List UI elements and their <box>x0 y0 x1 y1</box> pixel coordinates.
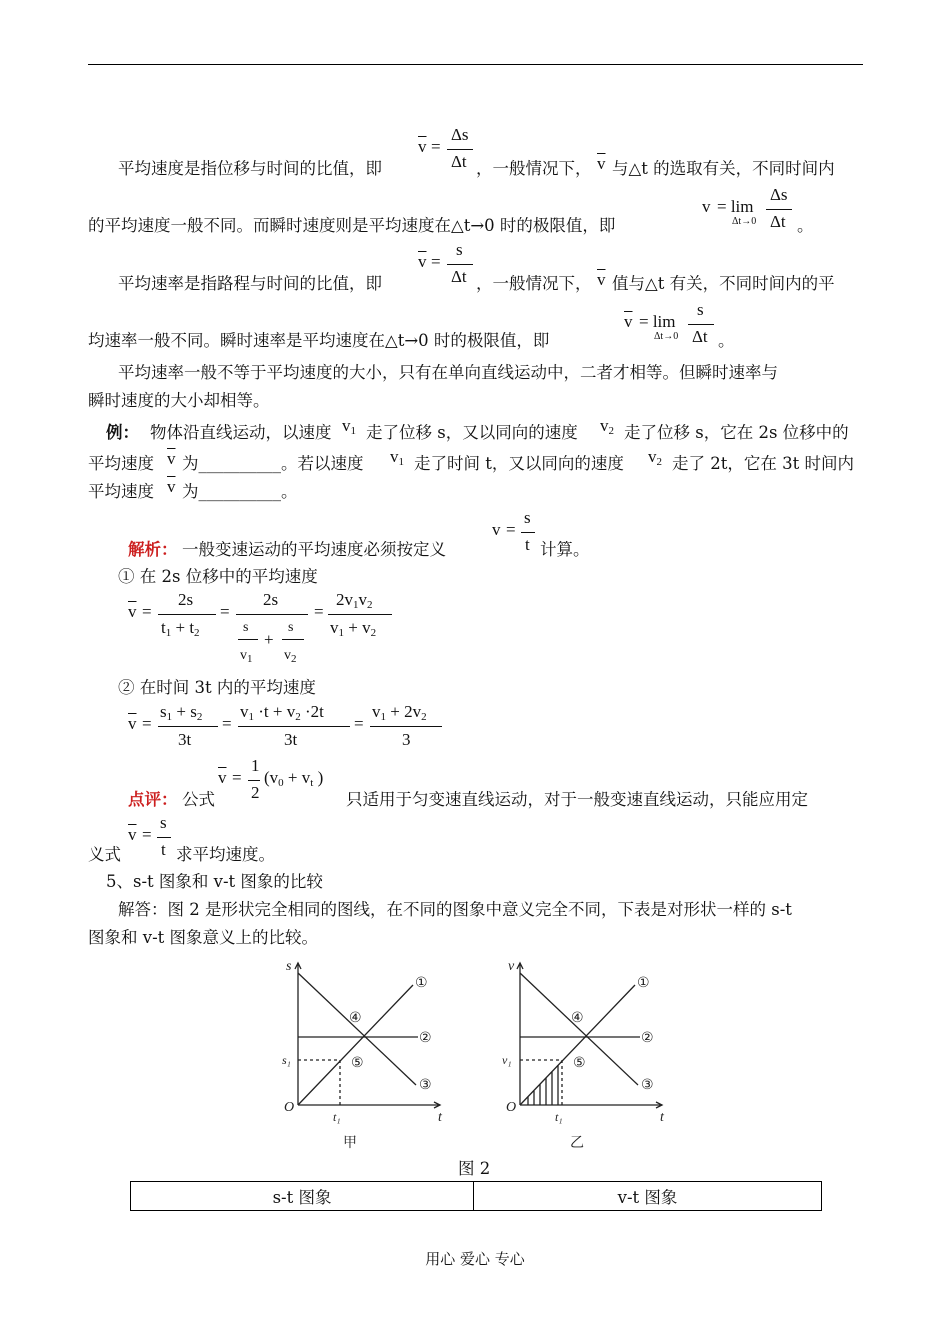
v-bar-symbol: $\overline{v}$ <box>597 270 606 289</box>
example-line-1b: 走了位移 s，又以同向的速度 <box>366 423 578 442</box>
comparison-table <box>130 1181 822 1211</box>
uniform-accel-formula: $\overline{v}$ = 1 2 ($v_0 + v_t$ ) <box>218 756 324 802</box>
section-5-answer-2: 图象和 v-t 图象意义上的比较。 <box>88 928 319 947</box>
section-5-title: 5、s-t 图象和 v-t 图象的比较 <box>106 872 323 891</box>
comment-label: 点评： <box>128 790 178 809</box>
v2-symbol: $v_2$ <box>600 416 614 437</box>
header-rule <box>88 64 863 65</box>
para-1-start: 平均速度是指位移与时间的比值，即 <box>118 159 382 178</box>
origin-label: O <box>506 1100 517 1115</box>
line-1-label: ① <box>637 975 650 991</box>
para-3-start: 平均速率是指路程与时间的比值，即 <box>118 274 382 293</box>
para-1-end: 与△t 的选取有关，不同时间内 <box>612 159 835 178</box>
para-1-mid: ，一般情况下， <box>476 159 592 178</box>
point-4-label: ④ <box>349 1010 362 1026</box>
para-5: 平均速率一般不等于平均速度的大小，只有在单向直线运动中，二者才相等。但瞬时速率与 <box>118 363 778 382</box>
para-3-end: 值与△t 有关，不同时间内的平 <box>612 274 835 293</box>
analysis-label: 解析： <box>128 540 178 559</box>
example-line-2c: 走了时间 t，又以同向的速度 <box>414 454 624 473</box>
t1-label: t₁ <box>555 1110 563 1124</box>
line-3-label: ③ <box>419 1077 432 1093</box>
table-header-row <box>131 1182 822 1211</box>
example-line-3b: 为__________。 <box>182 482 298 501</box>
example-line-2d: 走了 2t，它在 3t 时间内 <box>672 454 854 473</box>
s-t-graph <box>278 955 448 1155</box>
header-v-t: v-t 图象 <box>474 1182 822 1211</box>
instant-velocity-formula: v = lim Δt→0 Δs Δt <box>702 185 797 235</box>
v-bar-symbol: $\overline{v}$ <box>167 449 176 468</box>
comment-line-1a: 公式 <box>182 790 215 809</box>
para-4-start: 均速率一般不同。瞬时速率是平均速度在△t→0 时的极限值，即 <box>88 331 550 350</box>
v2-symbol: $v_2$ <box>648 447 662 468</box>
t1-label: t₁ <box>333 1110 341 1124</box>
origin-label: O <box>284 1100 295 1115</box>
example-line-2a: 平均速度 <box>88 454 154 473</box>
point-5-label: ⑤ <box>351 1055 364 1071</box>
avg-velocity-formula: $\overline{v}$ = Δs Δt <box>415 125 473 175</box>
v1-symbol: $v_1$ <box>390 447 404 468</box>
v-bar-symbol: $\overline{v}$ <box>597 154 606 173</box>
example-line-3a: 平均速度 <box>88 482 154 501</box>
graph-name-jia: 甲 <box>343 1135 357 1151</box>
comment-line-1b: 只适用于匀变速直线运动，对于一般变速直线运动，只能应用定 <box>346 790 808 809</box>
point-5-label: ⑤ <box>573 1055 586 1071</box>
definition-formula: v = s t <box>492 508 538 558</box>
line-2-label: ② <box>641 1030 654 1046</box>
figure-caption: 图 2 <box>458 1159 491 1178</box>
s-axis-label: s <box>286 959 292 974</box>
analysis-text: 一般变速运动的平均速度必须按定义 <box>182 540 446 559</box>
comment-line-2a: 义式 <box>88 845 121 864</box>
line-2-label: ② <box>419 1030 432 1046</box>
case-1-label: ① 在 2s 位移中的平均速度 <box>118 567 318 586</box>
definition-formula-2: $\overline{v}$ = s t <box>128 813 174 863</box>
example-line-1c: 走了位移 s，它在 2s 位移中的 <box>624 423 849 442</box>
v-bar-symbol: $\overline{v}$ <box>167 477 176 496</box>
header-s-t: s-t 图象 <box>131 1182 474 1211</box>
case-1-formula: $\overline{v}$ = 2s $t_1 + t_2$ = 2s s $v_1$ + s $v_2$ = $2v_1v_2$ $v_1 + v_2$ <box>128 590 398 670</box>
example-line-2b: 为__________。若以速度 <box>182 454 364 473</box>
instant-speed-formula: $\overline{v}$ = lim Δt→0 s Δt <box>624 300 719 350</box>
case-2-label: ② 在时间 3t 内的平均速度 <box>118 678 316 697</box>
v1-label: v₁ <box>502 1053 512 1067</box>
case-2-formula: $\overline{v}$ = $s_1 + s_2$ 3t = $v_1 \cdot t + v_2 \cdot 2t$ 3t = $v_1 + 2v_2$ 3 <box>128 702 448 754</box>
para-4-end: 。 <box>718 331 735 350</box>
v-t-graph <box>500 955 670 1155</box>
comment-line-2b: 求平均速度。 <box>176 845 275 864</box>
avg-speed-formula: $\overline{v}$ = s Δt <box>415 240 473 290</box>
point-4-label: ④ <box>571 1010 584 1026</box>
graph-name-yi: 乙 <box>570 1135 584 1151</box>
para-2-start: 的平均速度一般不同。而瞬时速度则是平均速度在△t→0 时的极限值，即 <box>88 216 616 235</box>
analysis-text-end: 计算。 <box>540 540 590 559</box>
line-1-label: ① <box>415 975 428 991</box>
para-3-mid: ，一般情况下， <box>476 274 592 293</box>
para-2-end: 。 <box>797 216 814 235</box>
v1-symbol: $v_1$ <box>342 416 356 437</box>
page-footer: 用心 爱心 专心 <box>425 1250 525 1268</box>
example-line-1a: 物体沿直线运动，以速度 <box>150 423 332 442</box>
v-axis-label: v <box>508 959 515 974</box>
line-3-label: ③ <box>641 1077 654 1093</box>
s1-label: s₁ <box>282 1053 291 1067</box>
section-5-answer-1: 解答：图 2 是形状完全相同的图线，在不同的图象中意义完全不同，下表是对形状一样的 s-t <box>118 900 792 919</box>
t-axis-label: t <box>438 1110 442 1125</box>
para-6: 瞬时速度的大小却相等。 <box>88 391 270 410</box>
example-label: 例： <box>106 423 139 442</box>
t-axis-label: t <box>660 1110 664 1125</box>
